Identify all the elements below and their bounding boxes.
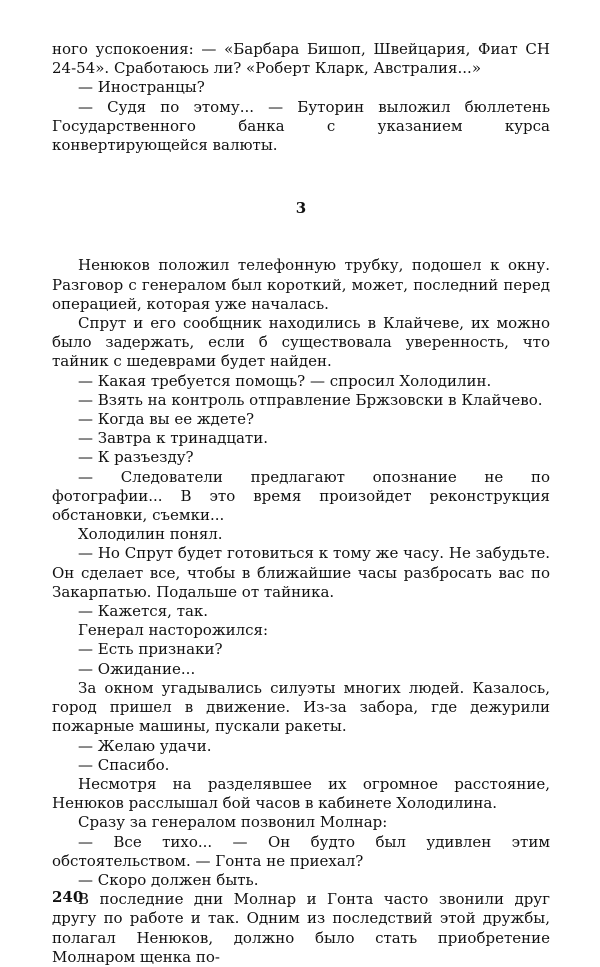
paragraph: — Все тихо... — Он будто был удивлен этим обстоятельством. — Гонта не приехал? xyxy=(52,832,550,870)
text-after-chapter xyxy=(52,256,550,967)
text-before-chapter xyxy=(52,40,550,155)
page-number: 240 xyxy=(52,888,84,906)
paragraph: За окном угадывались силуэты многих людей. Казалось, город пришел в движение. Из-за забора, где дежурили пожарные машины, пускали ракеты. xyxy=(52,678,550,736)
page-text xyxy=(52,40,550,967)
paragraph: — Когда вы ее ждете? xyxy=(78,410,255,429)
paragraph: — Спасибо. xyxy=(78,755,170,774)
paragraph: — Но Спрут будет готовиться к тому же часу. Не забудьте. Он сделает все, чтобы в ближайшие часы разбросать вас по Закарпатью. Подальше от тайника. xyxy=(52,544,550,601)
paragraph: Спрут и его сообщник находились в Клайчеве, их можно было задержать, если б существовала уверенность, что тайник с шедеврами будет найден. xyxy=(52,314,550,371)
paragraph: — Иностранцы? xyxy=(78,78,205,97)
paragraph: Холодилин понял. xyxy=(78,525,223,544)
paragraph: Генерал насторожился: xyxy=(78,621,269,640)
paragraph: — Взять на контроль отправление Бржзовски в Клайчево. xyxy=(78,390,543,409)
paragraph: — Судя по этому... — Буторин выложил бюллетень Государственного банка с указанием курса конвертирующейся валюты. xyxy=(52,97,550,155)
paragraph: — Желаю удачи. xyxy=(78,736,212,755)
paragraph: — Какая требуется помощь? — спросил Холодилин. xyxy=(78,371,492,390)
paragraph: — Ожидание... xyxy=(78,659,196,678)
paragraph: — Следователи предлагают опознание не по фотографии... В это время произойдет реконструкция обстановки, съемки... xyxy=(52,467,550,525)
paragraph: Сразу за генералом позвонил Молнар: xyxy=(78,813,388,832)
paragraph: — Кажется, так. xyxy=(78,602,209,621)
chapter-number: 3 xyxy=(295,199,307,218)
paragraph: ного успокоения: — «Барбара Бишоп, Швейцария, Фиат CH 24-54». Сработаюсь ли? «Роберт Кларк, Австралия...» xyxy=(52,40,550,78)
paragraph: — К разъезду? xyxy=(78,448,194,467)
paragraph: — Есть признаки? xyxy=(78,640,223,659)
paragraph: Несмотря на разделявшее их огромное расстояние, Ненюков расслышал бой часов в кабинете Холодилина. xyxy=(52,774,550,813)
paragraph: В последние дни Молнар и Гонта часто звонили друг другу по работе и так. Одним из последствий этой дружбы, полагал Ненюков, должно было стать приобретение Молнаром щенка по- xyxy=(52,890,550,966)
paragraph: — Завтра к тринадцати. xyxy=(78,429,268,448)
paragraph: — Скоро должен быть. xyxy=(78,870,259,889)
paragraph: Ненюков положил телефонную трубку, подошел к окну. Разговор с генералом был короткий, может, последний перед операцией, которая уже началась. xyxy=(52,256,550,313)
